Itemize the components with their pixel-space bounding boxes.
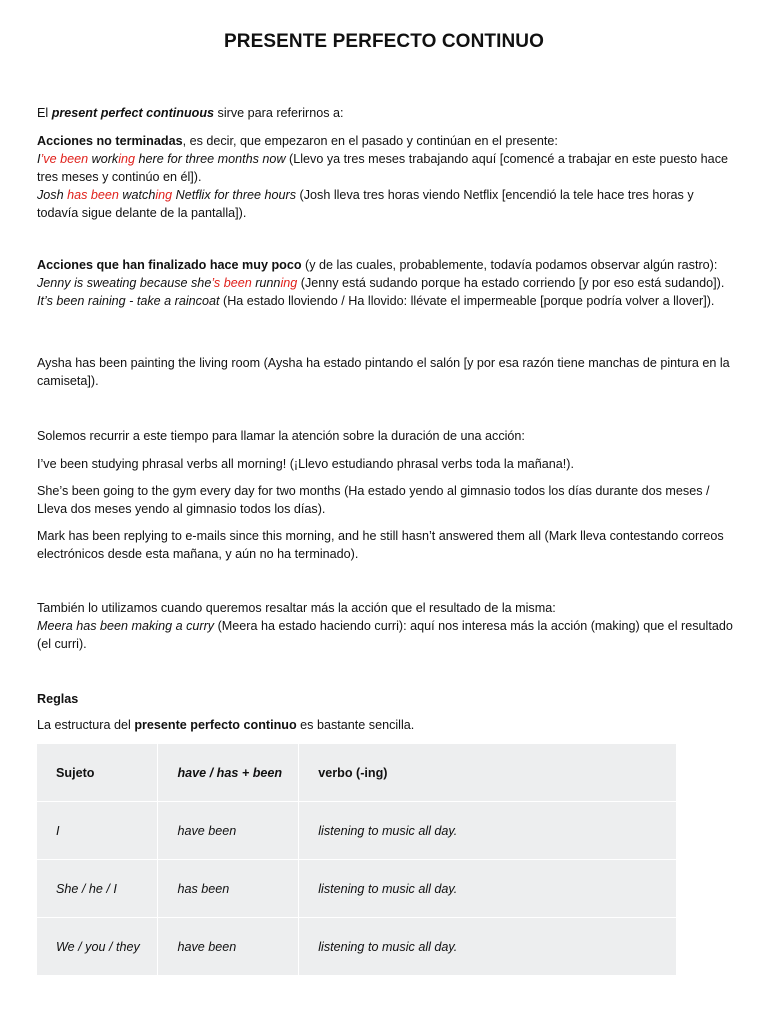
table-header-row bbox=[37, 744, 676, 802]
section-unfinished-heading-rest: , es decir, que empezaron en el pasado y continúan en el presente: bbox=[182, 134, 558, 148]
intro-text-start: El bbox=[37, 106, 52, 120]
table-cell-auxiliary: have been bbox=[158, 918, 299, 976]
section-action bbox=[37, 599, 737, 653]
rules-heading: Reglas bbox=[37, 692, 79, 706]
example-raining: It’s been raining - take a raincoat (Ha estado lloviendo / Ha llovido: llévate el impermeable [porque podría volver a llover]). bbox=[37, 294, 715, 308]
intro-text-end: sirve para referirnos a: bbox=[214, 106, 344, 120]
rules-paragraph: La estructura del presente perfecto continuo es bastante sencilla. bbox=[37, 718, 415, 732]
page-title: PRESENTE PERFECTO CONTINUO bbox=[223, 31, 544, 52]
section-recent bbox=[37, 256, 737, 310]
header-cell-auxiliary: have / has + been bbox=[158, 744, 299, 802]
example-curry: Meera has been making a curry (Meera ha estado haciendo curri): aquí nos interesa más la acción (making) que el resultado (el curri). bbox=[37, 619, 733, 651]
table-cell-subject: She / he / I bbox=[37, 860, 158, 918]
table-cell-subject: We / you / they bbox=[37, 918, 158, 976]
table-cell-verb: listening to music all day. bbox=[299, 860, 676, 918]
intro-paragraph bbox=[37, 104, 737, 122]
example-gym: She’s been going to the gym every day for two months (Ha estado yendo al gimnasio todos los días durante dos meses / Lleva dos meses yendo al gimnasio todos los días). bbox=[37, 484, 710, 516]
table-row bbox=[37, 918, 676, 976]
section-recent-heading: Acciones que han finalizado hace muy poco bbox=[37, 258, 302, 272]
table-row bbox=[37, 802, 676, 860]
example-emails: Mark has been replying to e-mails since this morning, and he still hasn’t answered them all (Mark lleva contestando correos electrónicos desde esta mañana, y aún no ha terminado). bbox=[37, 529, 724, 561]
section-unfinished-heading: Acciones no terminadas bbox=[37, 134, 183, 148]
example-studying: I’ve been studying phrasal verbs all morning! (¡Llevo estudiando phrasal verbs toda la mañana!). bbox=[37, 457, 574, 471]
table-cell-verb: listening to music all day. bbox=[299, 918, 676, 976]
table-cell-auxiliary: has been bbox=[158, 860, 299, 918]
section-action-intro: También lo utilizamos cuando queremos resaltar más la acción que el resultado de la misma: bbox=[37, 601, 556, 615]
header-cell-subject: Sujeto bbox=[37, 744, 158, 802]
table-cell-subject: I bbox=[37, 802, 158, 860]
header-cell-verb: verbo (-ing) bbox=[299, 744, 676, 802]
intro-term: present perfect continuous bbox=[51, 106, 215, 120]
example-working: I’ve been working here for three months now (Llevo ya tres meses trabajando aquí [comencé a trabajar en este puesto hace tres meses y continúo en él]). bbox=[37, 152, 728, 184]
table-cell-auxiliary: have been bbox=[158, 802, 299, 860]
example-painting: Aysha has been painting the living room (Aysha ha estado pintando el salón [y por esa razón tiene manchas de pintura en la camiseta]). bbox=[37, 356, 730, 388]
table-row bbox=[37, 860, 676, 918]
section-unfinished bbox=[37, 132, 737, 222]
table-cell-verb: listening to music all day. bbox=[299, 802, 676, 860]
section-duration-intro: Solemos recurrir a este tiempo para llamar la atención sobre la duración de una acción: bbox=[37, 429, 525, 443]
example-watching: Josh has been watching Netflix for three hours (Josh lleva tres horas viendo Netflix [encendió la tele hace tres horas y todavía sigue delante de la pantalla]). bbox=[37, 188, 694, 220]
conjugation-table bbox=[37, 744, 676, 975]
example-running: Jenny is sweating because she’s been running (Jenny está sudando porque ha estado corriendo [y por eso está sudando]). bbox=[37, 276, 725, 290]
section-recent-heading-rest: (y de las cuales, probablemente, todavía podamos observar algún rastro): bbox=[301, 258, 718, 272]
rules-term: presente perfecto continuo bbox=[134, 718, 297, 732]
